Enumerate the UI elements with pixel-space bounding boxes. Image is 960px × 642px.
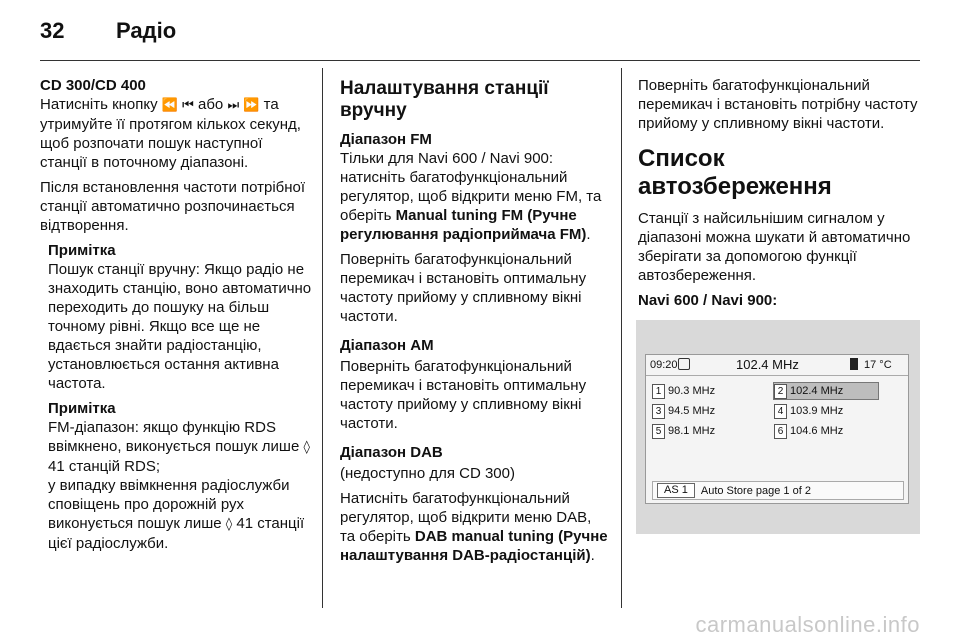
note-2-text: FM-діапазон: якщо функцію RDS ввімкнено, виконується пошук лише ◊ 41 станцій RDS; у випадку ввімкнення радіослужби сповіщень про дорожній рух виконується пошук лише ◊ 41 станції цієї радіослужби. (48, 419, 310, 552)
note-1-text: Пошук станції вручну: Якщо радіо не знаходить станцію, воно автоматично переходить до пошуку на більш точному рівні. Якщо все ще не вдається знайти радіостанцію, установлюється остання активна частота. (48, 261, 312, 392)
column-3 (638, 76, 918, 310)
note-1-title: Примітка (48, 242, 116, 259)
column-2 (340, 76, 608, 571)
fm-paragraph-2: Поверніть багатофункціональний перемикач і встановіть оптимальну частоту прийому у спливному вікні частоти. (340, 251, 587, 325)
am-band-title: Діапазон AM (340, 337, 434, 354)
preset-4[interactable]: 4 103.9 MHz (774, 403, 843, 419)
column-divider-2 (621, 68, 622, 608)
current-frequency: 102.4 MHz (736, 357, 799, 372)
frequency-paragraph: Поверніть багатофункціональний перемикач і встановіть потрібну частоту прийому у спливному вікні частоти. (638, 77, 918, 132)
fm-menu-option: Manual tuning FM (Ручне регулювання радіоприймача FM) (340, 207, 587, 243)
playback-paragraph: Після встановлення частоти потрібної станції автоматично розпочинається відтворення. (40, 179, 306, 234)
preset-6[interactable]: 6 104.6 MHz (774, 423, 843, 439)
dab-menu-option: DAB manual tuning (Ручне налаштування DAB-радіостанцій) (340, 528, 608, 564)
next-forward-icon: ⏭ ⏩ (227, 98, 260, 113)
page-ref-link[interactable]: 41 (48, 458, 65, 475)
page-ref-icon: ◊ (303, 440, 310, 455)
rewind-prev-icon: ⏪ ⏮ (161, 98, 194, 113)
navi-label: Navi 600 / Navi 900: (638, 292, 778, 309)
dab-availability: (недоступно для CD 300) (340, 465, 515, 482)
display-status-bar (646, 355, 908, 376)
autostore-bar (652, 481, 904, 500)
column-divider-1 (322, 68, 323, 608)
preset-3[interactable]: 3 94.5 MHz (652, 403, 715, 419)
column-1 (40, 76, 312, 559)
radio-display (645, 354, 909, 504)
phone-icon (850, 358, 858, 370)
clock-icon (678, 358, 690, 370)
autostore-paragraph: Станції з найсильнішим сигналом у діапазоні можна шукати й автоматично зберігати за допомогою функції автозбереження. (638, 210, 911, 284)
fm-paragraph-1: Тільки для Navi 600 / Navi 900: натисніть багатофункціональний регулятор, щоб відкрити меню FM, та оберіть Manual tuning FM (Ручне регулювання радіоприймача FM). (340, 150, 602, 243)
note-2 (48, 399, 312, 553)
page-ref-icon: ◊ (225, 517, 233, 532)
note-2-title: Примітка (48, 400, 116, 417)
autostore-page-text: Auto Store page 1 of 2 (700, 484, 811, 497)
temperature: 17 °C (864, 359, 892, 371)
page-number: 32 (40, 18, 65, 43)
as-button[interactable]: AS 1 (657, 483, 695, 498)
page-ref-link[interactable]: 41 (236, 515, 254, 532)
watermark: carmanualsonline.info (695, 612, 920, 637)
preset-2[interactable]: 2 102.4 MHz (774, 383, 878, 399)
cd-heading: CD 300/CD 400 (40, 77, 146, 94)
am-paragraph: Поверніть багатофункціональний перемикач і встановіть оптимальну частоту прийому у спливному вікні частоти. (340, 358, 587, 432)
section-title: Радіо (116, 18, 177, 43)
seek-paragraph: Натисніть кнопку ⏪ ⏮ або ⏭ ⏩ та утримуйте її протягом кількох секунд, щоб розпочати пошук наступної станції в поточному діапазоні. (40, 96, 301, 171)
header-divider (40, 60, 920, 61)
note-1 (48, 241, 312, 393)
preset-5[interactable]: 5 98.1 MHz (652, 423, 715, 439)
dab-band-title: Діапазон DAB (340, 444, 443, 461)
preset-1[interactable]: 1 90.3 MHz (652, 383, 715, 399)
dab-paragraph: Натисніть багатофункціональний регулятор, щоб відкрити меню DAB, та оберіть DAB manual tuning (Ручне налаштування DAB-радіостанцій). (340, 490, 608, 564)
manual-tuning-heading: Налаштування станції вручну (340, 78, 549, 121)
fm-band-title: Діапазон FM (340, 131, 432, 148)
clock-time: 09:20 (650, 359, 678, 371)
autostore-heading: Список автозбереження (638, 145, 832, 200)
